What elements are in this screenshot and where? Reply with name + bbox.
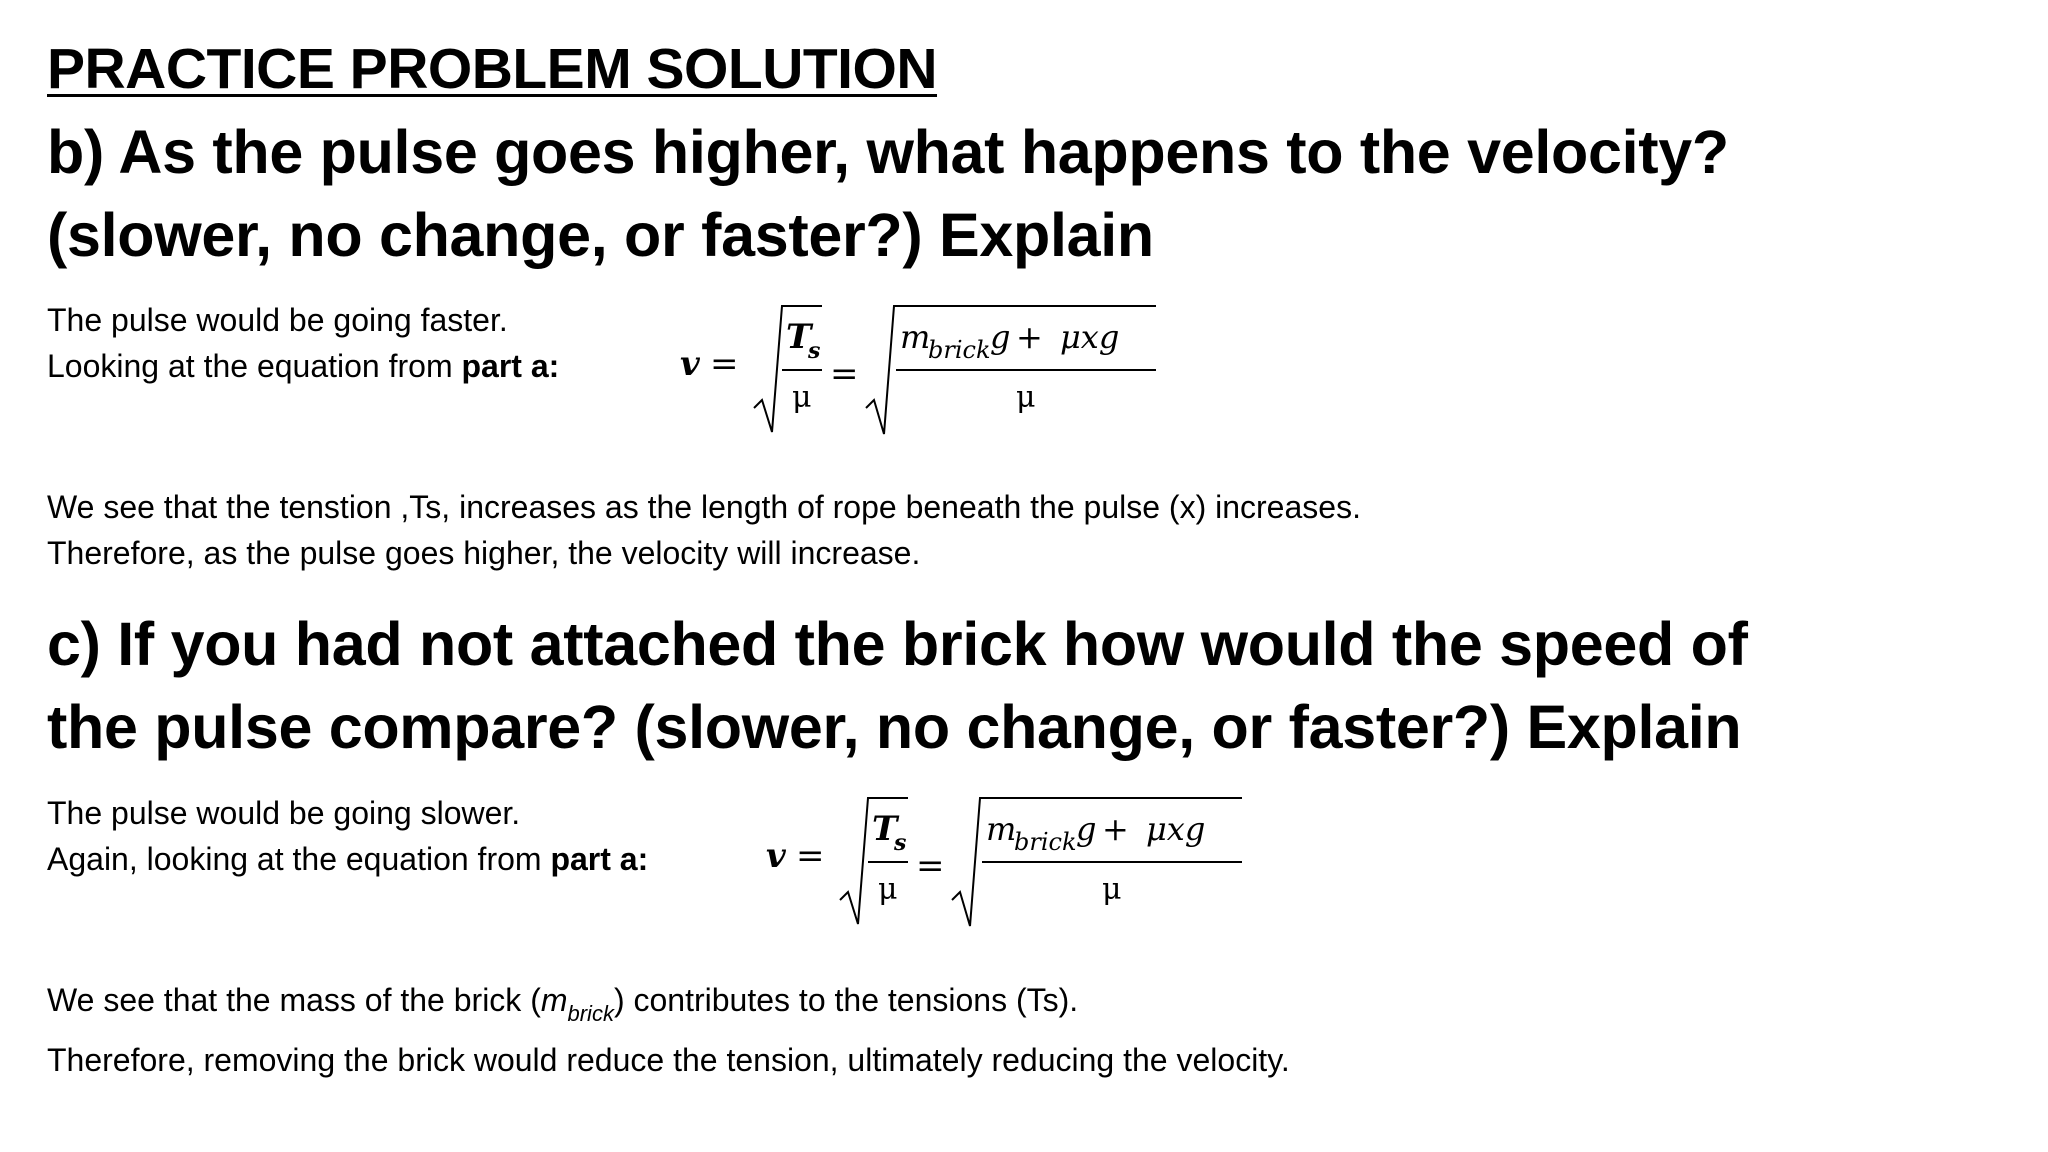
- part-b-heading: [47, 111, 1729, 277]
- part-c-answer: [47, 790, 648, 882]
- part-c-explain-line1: [47, 977, 1290, 1037]
- part-b-heading-line2: (slower, no change, or faster?) Explain: [47, 201, 1154, 269]
- eq-m: m: [986, 810, 1017, 848]
- part-b-explain-line1: We see that the tenstion ,Ts, increases as the length of rope beneath the pulse (x) increases.: [47, 489, 1361, 525]
- eq-equals-2: =: [916, 846, 945, 886]
- part-c-velocity-equation: [756, 782, 1256, 932]
- part-c-answer-bold: part a:: [550, 841, 649, 877]
- eq-muxg: μxg: [1060, 318, 1120, 356]
- eq-mu-1: μ: [878, 872, 898, 907]
- eq-T: T: [786, 317, 812, 357]
- part-c-explain-line2: Therefore, removing the brick would reduce the tension, ultimately reducing the velocity.: [47, 1042, 1290, 1078]
- eq-g: g: [1076, 810, 1097, 848]
- part-b-answer-line2: [47, 343, 559, 389]
- part-c-heading: [47, 603, 1748, 769]
- eq-s: s: [894, 830, 907, 856]
- eq-brick: brick: [928, 336, 991, 364]
- eq-mu-1: μ: [792, 380, 812, 415]
- part-c-answer-prefix: Again, looking at the equation from: [47, 841, 551, 877]
- eq-v: v: [680, 344, 700, 384]
- slide-title: PRACTICE PROBLEM SOLUTION: [47, 37, 938, 101]
- part-c-answer-line1: The pulse would be going slower.: [47, 795, 521, 831]
- eq-m: m: [900, 318, 931, 356]
- eq-v: v: [766, 836, 786, 876]
- eq-g: g: [990, 318, 1011, 356]
- eq-equals-2: =: [830, 354, 859, 394]
- part-b-velocity-equation: [670, 290, 1170, 440]
- part-b-answer-bold: part a:: [461, 348, 560, 384]
- part-c-explain-suffix: ) contributes to the tensions (Ts).: [613, 982, 1079, 1018]
- eq-brick: brick: [1014, 828, 1077, 856]
- part-b-explain-line2: Therefore, as the pulse goes higher, the velocity will increase.: [47, 535, 921, 571]
- part-c-explain-prefix: We see that the mass of the brick (: [47, 982, 541, 1018]
- m-brick-subscript: brick: [567, 1001, 614, 1026]
- part-b-answer-line1: The pulse would be going faster.: [47, 302, 508, 338]
- part-b-heading-line1: b) As the pulse goes higher, what happens to the velocity?: [47, 118, 1729, 186]
- part-c-heading-line1: c) If you had not attached the brick how would the speed of: [47, 610, 1748, 678]
- eq-plus: +: [1102, 810, 1129, 848]
- eq-mu-2: μ: [1102, 872, 1122, 907]
- eq-muxg: μxg: [1146, 810, 1206, 848]
- eq-s: s: [808, 338, 821, 364]
- eq-T: T: [872, 809, 898, 849]
- part-b-answer-prefix: Looking at the equation from: [47, 348, 462, 384]
- eq-plus: +: [1016, 318, 1043, 356]
- part-b-answer: [47, 297, 559, 389]
- eq-equals-1: =: [710, 344, 739, 384]
- part-c-explanation: [47, 977, 1290, 1083]
- part-c-answer-line2: [47, 836, 648, 882]
- eq-mu-2: μ: [1016, 380, 1036, 415]
- part-b-explanation: [47, 484, 1361, 576]
- eq-equals-1: =: [796, 836, 825, 876]
- part-c-heading-line2: the pulse compare? (slower, no change, or faster?) Explain: [47, 693, 1742, 761]
- m-brick-var: m: [540, 982, 568, 1018]
